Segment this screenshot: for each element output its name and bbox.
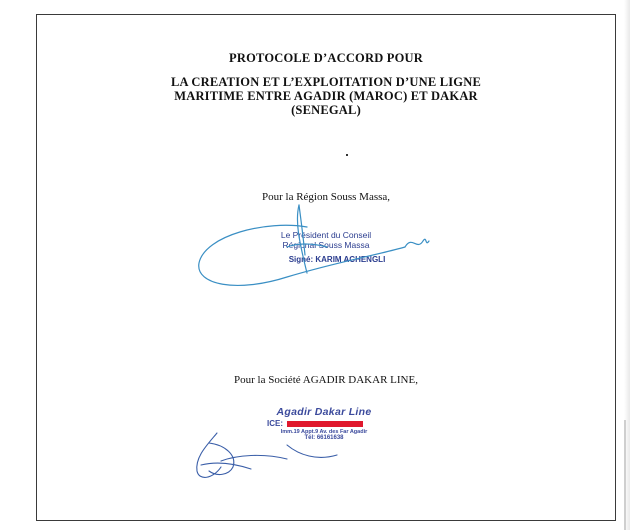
title-line-2: LA CREATION ET L’EXPLOITATION D’UNE LIGNE [170, 75, 481, 89]
title-line-4: (SENEGAL) [291, 103, 361, 117]
region-stamp-line-1: Le Président du Conseil [280, 230, 372, 240]
document-page [36, 14, 616, 521]
company-stamp-name: Agadir Dakar Line [276, 406, 372, 418]
company-stamp-ice-label: ICE: [267, 419, 283, 428]
region-stamp-line-3: Signé: KARIM ACHENGLI [288, 255, 386, 264]
title-line-3: MARITIME ENTRE AGADIR (MAROC) ET DAKAR [174, 89, 478, 103]
stray-mark [346, 154, 348, 156]
company-stamp [259, 406, 389, 441]
title-line-1: PROTOCOLE D’ACCORD POUR [229, 51, 423, 65]
document-title [37, 51, 615, 117]
company-stamp-address: Imm.19 Appt.9 Av. des Far Agadir [280, 429, 368, 435]
region-stamp-line-2: Régional Souss Massa [282, 240, 370, 250]
page-edge-mark [624, 420, 626, 530]
signatory-region-label: Pour la Région Souss Massa, [261, 191, 391, 203]
company-stamp-tel: Tél: 66161638 [304, 435, 344, 441]
signatory-company-label: Pour la Société AGADIR DAKAR LINE, [234, 374, 418, 386]
company-stamp-ice [259, 419, 389, 428]
redaction-bar [287, 421, 363, 427]
